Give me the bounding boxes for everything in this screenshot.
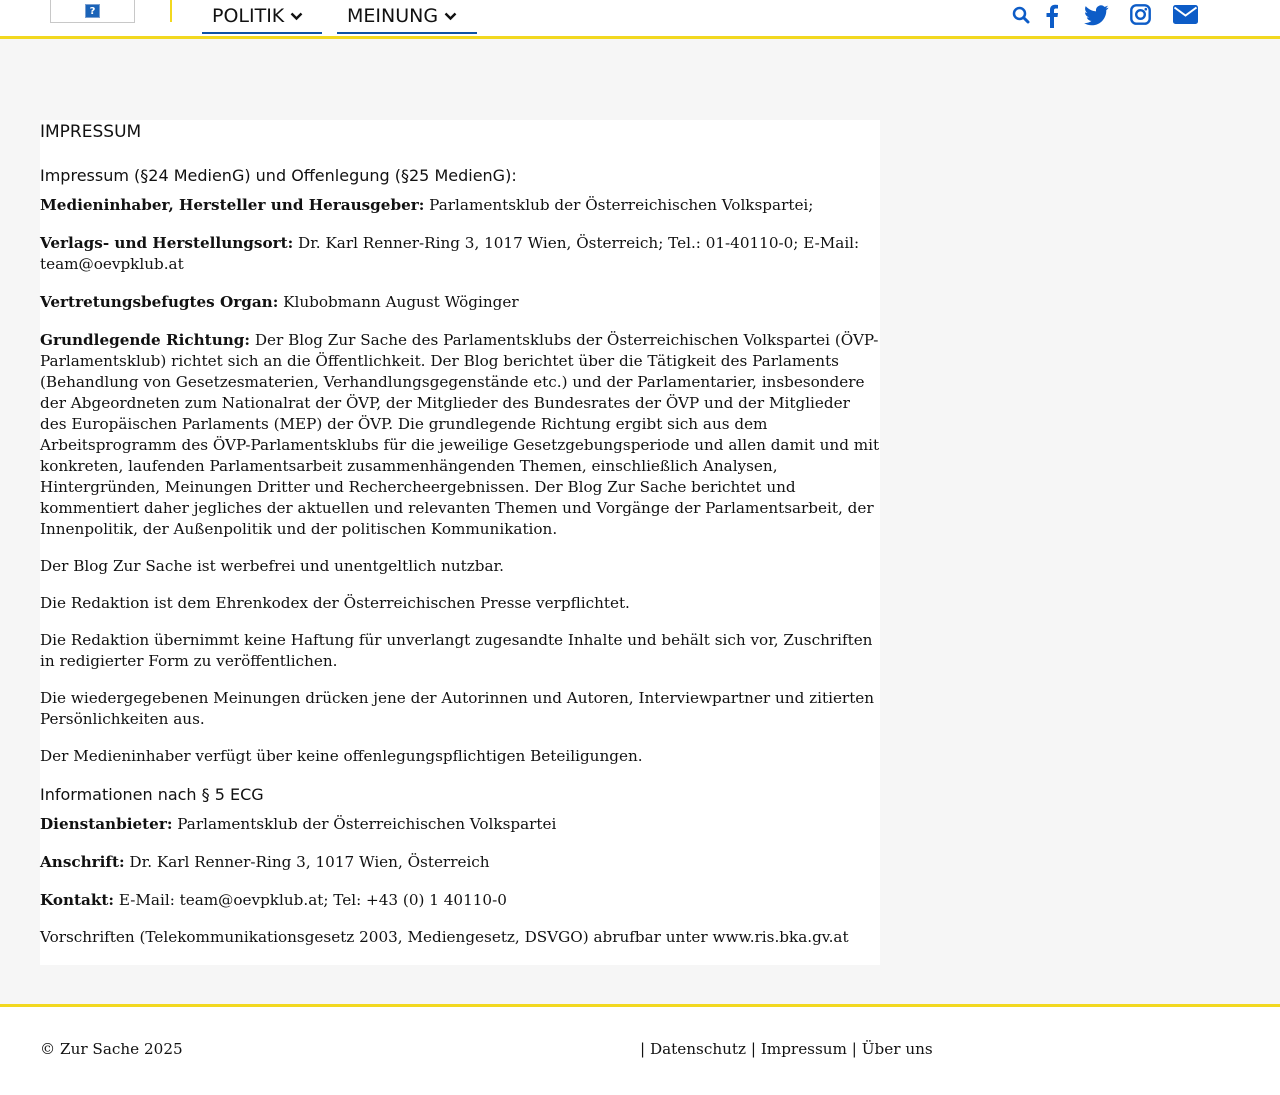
nav-politik[interactable] bbox=[202, 0, 322, 34]
place-value: Dr. Karl Renner-Ring 3, 1017 Wien, Österreich; Tel.: 01-40110-0; E-Mail: team@oevpklub.at bbox=[40, 234, 860, 273]
ecg-heading: Informationen nach § 5 ECG bbox=[40, 785, 264, 804]
copyright-text: © Zur Sache 2025 bbox=[40, 1040, 183, 1058]
contact-value: E-Mail: team@oevpklub.at; Tel: +43 (0) 1 40110-0 bbox=[114, 891, 507, 909]
chevron-down-icon bbox=[290, 12, 303, 21]
impressum-content bbox=[40, 120, 880, 965]
codex-paragraph: Die Redaktion ist dem Ehrenkodex der Österreichischen Presse verpflichtet. bbox=[40, 594, 630, 612]
liability-paragraph: Die Redaktion übernimmt keine Haftung für unverlangt zugesandte Inhalte und behält sich vor, Zuschriften in redigierter Form zu veröffentlichen. bbox=[40, 631, 873, 670]
search-icon[interactable] bbox=[1011, 5, 1031, 25]
place-paragraph bbox=[40, 233, 880, 275]
broken-image-icon: ? bbox=[85, 4, 100, 18]
provider-paragraph bbox=[40, 814, 880, 835]
nav-politik-label: POLITIK bbox=[212, 5, 285, 27]
provider-label: Dienstanbieter: bbox=[40, 815, 173, 833]
provider-value: Parlamentsklub der Österreichischen Volkspartei bbox=[172, 815, 557, 833]
owner-label: Medieninhaber, Hersteller und Herausgeber: bbox=[40, 196, 425, 214]
organ-paragraph bbox=[40, 292, 880, 313]
direction-value: Der Blog Zur Sache des Parlamentsklubs der Österreichischen Volkspartei (ÖVP-Parlamentsklub) richtet sich an die Öffentlichkeit. Der Blog berichtet über die Tätigkeit des Parlaments (Behandlung von Gesetzesmaterien, Verhandlungsgegenstände etc.) und der Parlamentarier, insbesondere der Abgeordneten zum Nationalrat der ÖVP, der Mitglieder des Bundesrates der ÖVP und der Mitglieder des Europäischen Parlaments (MEP) der ÖVP. Die grundlegende Richtung ergibt sich aus dem Arbeitsprogramm des ÖVP-Parlamentsklubs für die jeweilige Gesetzgebungsperiode und allen damit und mit konkreten, laufenden Parlamentsarbeit zusammenhängenden Themen, einschließlich Analysen, Hintergründen, Meinungen Dritter und Rechercheergebnissen. Der Blog Zur Sache berichtet und kommentiert daher jegliches der aktuellen und relevanten Themen und Vorgänge der Parlamentsarbeit, der Innenpolitik, der Außenpolitik und der politischen Kommunikation. bbox=[40, 331, 880, 538]
nav-meinung[interactable] bbox=[337, 0, 477, 34]
envelope-icon[interactable] bbox=[1172, 4, 1198, 24]
holdings-paragraph: Der Medieninhaber verfügt über keine offenlegungspflichtigen Beteiligungen. bbox=[40, 747, 643, 765]
address-label: Anschrift: bbox=[40, 853, 125, 871]
free-paragraph: Der Blog Zur Sache ist werbefrei und unentgeltlich nutzbar. bbox=[40, 557, 504, 575]
site-header bbox=[0, 0, 1280, 39]
place-label: Verlags- und Herstellungsort: bbox=[40, 234, 294, 252]
footer-link-impressum[interactable]: Impressum bbox=[760, 1040, 847, 1058]
footer-sep: | bbox=[746, 1040, 761, 1058]
address-paragraph bbox=[40, 852, 880, 873]
owner-value: Parlamentsklub der Österreichischen Volkspartei; bbox=[424, 196, 814, 214]
contact-label: Kontakt: bbox=[40, 891, 115, 909]
page-title: IMPRESSUM bbox=[40, 122, 142, 142]
contact-paragraph bbox=[40, 890, 880, 911]
instagram-icon[interactable] bbox=[1129, 3, 1151, 25]
direction-label: Grundlegende Richtung: bbox=[40, 331, 251, 349]
site-footer bbox=[0, 1004, 1280, 1095]
footer-link-datenschutz[interactable]: Datenschutz bbox=[649, 1040, 747, 1058]
organ-value: Klubobmann August Wöginger bbox=[278, 293, 519, 311]
chevron-down-icon bbox=[444, 12, 457, 21]
address-value: Dr. Karl Renner-Ring 3, 1017 Wien, Österreich bbox=[124, 853, 490, 871]
owner-paragraph bbox=[40, 195, 880, 216]
footer-link-ueber-uns[interactable]: Über uns bbox=[861, 1040, 933, 1058]
nav-meinung-label: MEINUNG bbox=[347, 5, 439, 27]
regulations-paragraph: Vorschriften (Telekommunikationsgesetz 2003, Mediengesetz, DSVGO) abrufbar unter www.ris.bka.gv.at bbox=[40, 928, 849, 946]
logo-divider bbox=[170, 0, 172, 22]
footer-sep: | bbox=[846, 1040, 862, 1058]
footer-sep: | bbox=[640, 1040, 650, 1058]
footer-links bbox=[640, 1040, 933, 1058]
organ-label: Vertretungsbefugtes Organ: bbox=[40, 293, 279, 311]
site-logo[interactable] bbox=[50, 0, 135, 23]
twitter-icon[interactable] bbox=[1083, 3, 1109, 27]
direction-paragraph bbox=[40, 330, 880, 540]
facebook-icon[interactable] bbox=[1042, 2, 1062, 28]
opinions-paragraph: Die wiedergegebenen Meinungen drücken jene der Autorinnen und Autoren, Interviewpartner und zitierten Persönlichkeiten aus. bbox=[40, 689, 875, 728]
impressum-subtitle: Impressum (§24 MedienG) und Offenlegung (§25 MedienG): bbox=[40, 166, 517, 185]
